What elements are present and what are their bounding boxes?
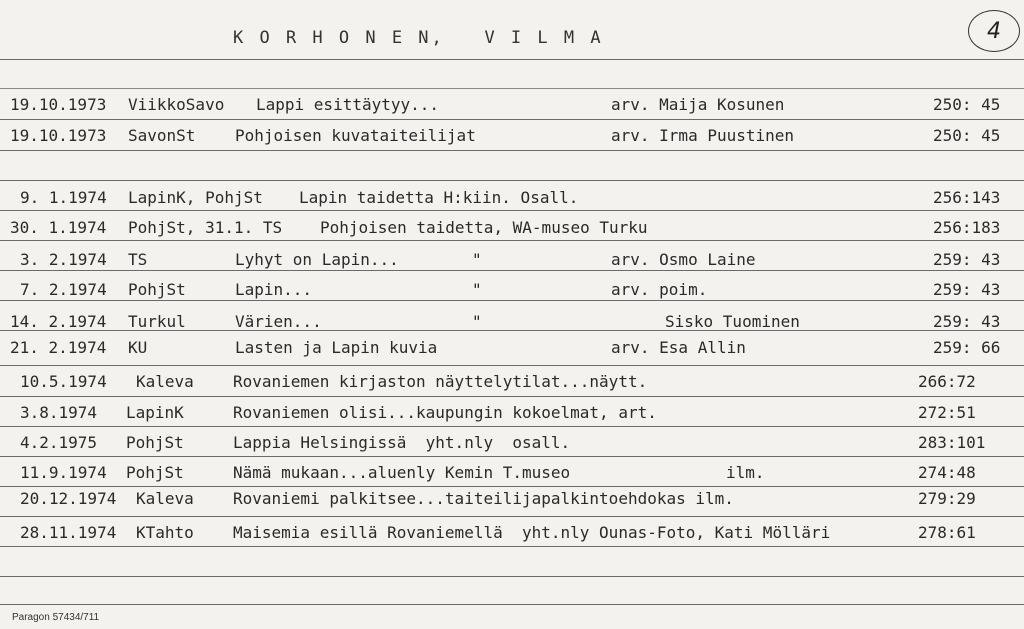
entry-row — [0, 312, 1024, 334]
entry-source: SavonSt — [128, 126, 196, 145]
entry-extra: arv. Osmo Laine — [611, 250, 756, 269]
entry-title: Nämä mukaan...aluenly Kemin T.museo — [233, 463, 571, 482]
rule-line — [0, 426, 1024, 427]
entry-ditto: " — [472, 250, 482, 269]
entry-ditto: " — [472, 280, 482, 299]
entry-ref: 259: 66 — [933, 338, 1001, 357]
entry-row — [0, 372, 1024, 394]
entry-row — [0, 95, 1024, 117]
card-header-name: K O R H O N E N, V I L M A — [233, 28, 604, 48]
entry-ref: 279:29 — [918, 489, 976, 508]
rule-line — [0, 516, 1024, 517]
entry-row — [0, 433, 1024, 455]
entry-source: PohjSt — [128, 280, 186, 299]
entry-source: LapinK — [126, 403, 184, 422]
rule-line — [0, 486, 1024, 487]
entry-source: PohjSt — [126, 433, 184, 452]
entry-date: 30. 1.1974 — [10, 218, 107, 237]
entry-title: Rovaniemen kirjaston näyttelytilat...näytt. — [233, 372, 648, 391]
entry-title: Lasten ja Lapin kuvia — [235, 338, 438, 357]
rule-line — [0, 150, 1024, 151]
entry-title: Lyhyt on Lapin... — [235, 250, 399, 269]
entry-title: Lapin... — [235, 280, 313, 299]
entry-title: Pohjoisen kuvataiteilijat — [235, 126, 476, 145]
entry-date: 4.2.1975 — [20, 433, 98, 452]
entry-source: LapinK, PohjSt — [128, 188, 263, 207]
entry-source: ViikkoSavo — [128, 95, 225, 114]
entry-title: Lapin taidetta H:kiin. Osall. — [299, 188, 579, 207]
entry-source: PohjSt — [126, 463, 184, 482]
entry-row — [0, 218, 1024, 240]
entry-row — [0, 403, 1024, 425]
entry-ref: 272:51 — [918, 403, 976, 422]
entry-row — [0, 126, 1024, 148]
entry-ref: 259: 43 — [933, 280, 1001, 299]
entry-date: 11.9.1974 — [20, 463, 107, 482]
entry-date: 28.11.1974 — [20, 523, 117, 542]
entry-ditto: " — [472, 312, 482, 331]
rule-line — [0, 240, 1024, 241]
entry-row — [0, 188, 1024, 210]
rule-line — [0, 365, 1024, 366]
entry-ref: 266:72 — [918, 372, 976, 391]
entry-date: 7. 2.1974 — [20, 280, 107, 299]
entry-source: KTahto — [136, 523, 194, 542]
entry-ref: 259: 43 — [933, 312, 1001, 331]
entry-title: Rovaniemen olisi...kaupungin kokoelmat, art. — [233, 403, 657, 422]
entry-ref: 250: 45 — [933, 126, 1001, 145]
entry-ref: 256:143 — [933, 188, 1001, 207]
rule-line — [0, 119, 1024, 120]
entry-date: 3.8.1974 — [20, 403, 98, 422]
entry-source: Kaleva — [136, 372, 194, 391]
entry-date: 21. 2.1974 — [10, 338, 107, 357]
entry-ref: 283:101 — [918, 433, 986, 452]
rule-line — [0, 180, 1024, 181]
entry-extra: arv. Maija Kosunen — [611, 95, 785, 114]
entry-extra: ilm. — [726, 463, 765, 482]
entry-source: KU — [128, 338, 148, 357]
entry-title: Maisemia esillä Rovaniemellä yht.nly Ounas-Foto, Kati Mölläri — [233, 523, 831, 542]
entry-extra: arv. poim. — [611, 280, 708, 299]
rule-line — [0, 456, 1024, 457]
entry-row — [0, 523, 1024, 545]
rule-line — [0, 576, 1024, 577]
entry-ref: 256:183 — [933, 218, 1001, 237]
entry-title: Värien... — [235, 312, 322, 331]
entry-ref: 259: 43 — [933, 250, 1001, 269]
entry-extra: arv. Esa Allin — [611, 338, 746, 357]
entry-date: 9. 1.1974 — [20, 188, 107, 207]
entry-row — [0, 489, 1024, 511]
rule-line — [0, 546, 1024, 547]
entry-date: 10.5.1974 — [20, 372, 107, 391]
entry-date: 3. 2.1974 — [20, 250, 107, 269]
entry-ref: 278:61 — [918, 523, 976, 542]
entry-row — [0, 280, 1024, 302]
entry-row — [0, 338, 1024, 360]
card-footer-print: Paragon 57434/711 — [12, 612, 100, 623]
entry-ref: 250: 45 — [933, 95, 1001, 114]
entry-row — [0, 250, 1024, 272]
entry-date: 14. 2.1974 — [10, 312, 107, 331]
rule-line — [0, 210, 1024, 211]
entry-title: Lappi esittäytyy... — [256, 95, 440, 114]
entry-date: 19.10.1973 — [10, 95, 107, 114]
entry-date: 19.10.1973 — [10, 126, 107, 145]
entry-title: Pohjoisen taidetta, WA-museo Turku — [320, 218, 648, 237]
rule-line — [0, 59, 1024, 60]
entry-source: TS — [128, 250, 148, 269]
entry-source: Kaleva — [136, 489, 194, 508]
entry-source: PohjSt, 31.1. TS — [128, 218, 283, 237]
entry-extra: arv. Irma Puustinen — [611, 126, 795, 145]
entry-extra: Sisko Tuominen — [665, 312, 800, 331]
card-number-circle: 4 — [968, 10, 1020, 52]
entry-date: 20.12.1974 — [20, 489, 117, 508]
entry-source: Turkul — [128, 312, 186, 331]
entry-title: Lappia Helsingissä yht.nly osall. — [233, 433, 571, 452]
entry-ref: 274:48 — [918, 463, 976, 482]
rule-line — [0, 88, 1024, 89]
entry-title: Rovaniemi palkitsee...taiteilijapalkintoehdokas ilm. — [233, 489, 734, 508]
entry-row — [0, 463, 1024, 485]
rule-line — [0, 396, 1024, 397]
rule-line — [0, 604, 1024, 605]
